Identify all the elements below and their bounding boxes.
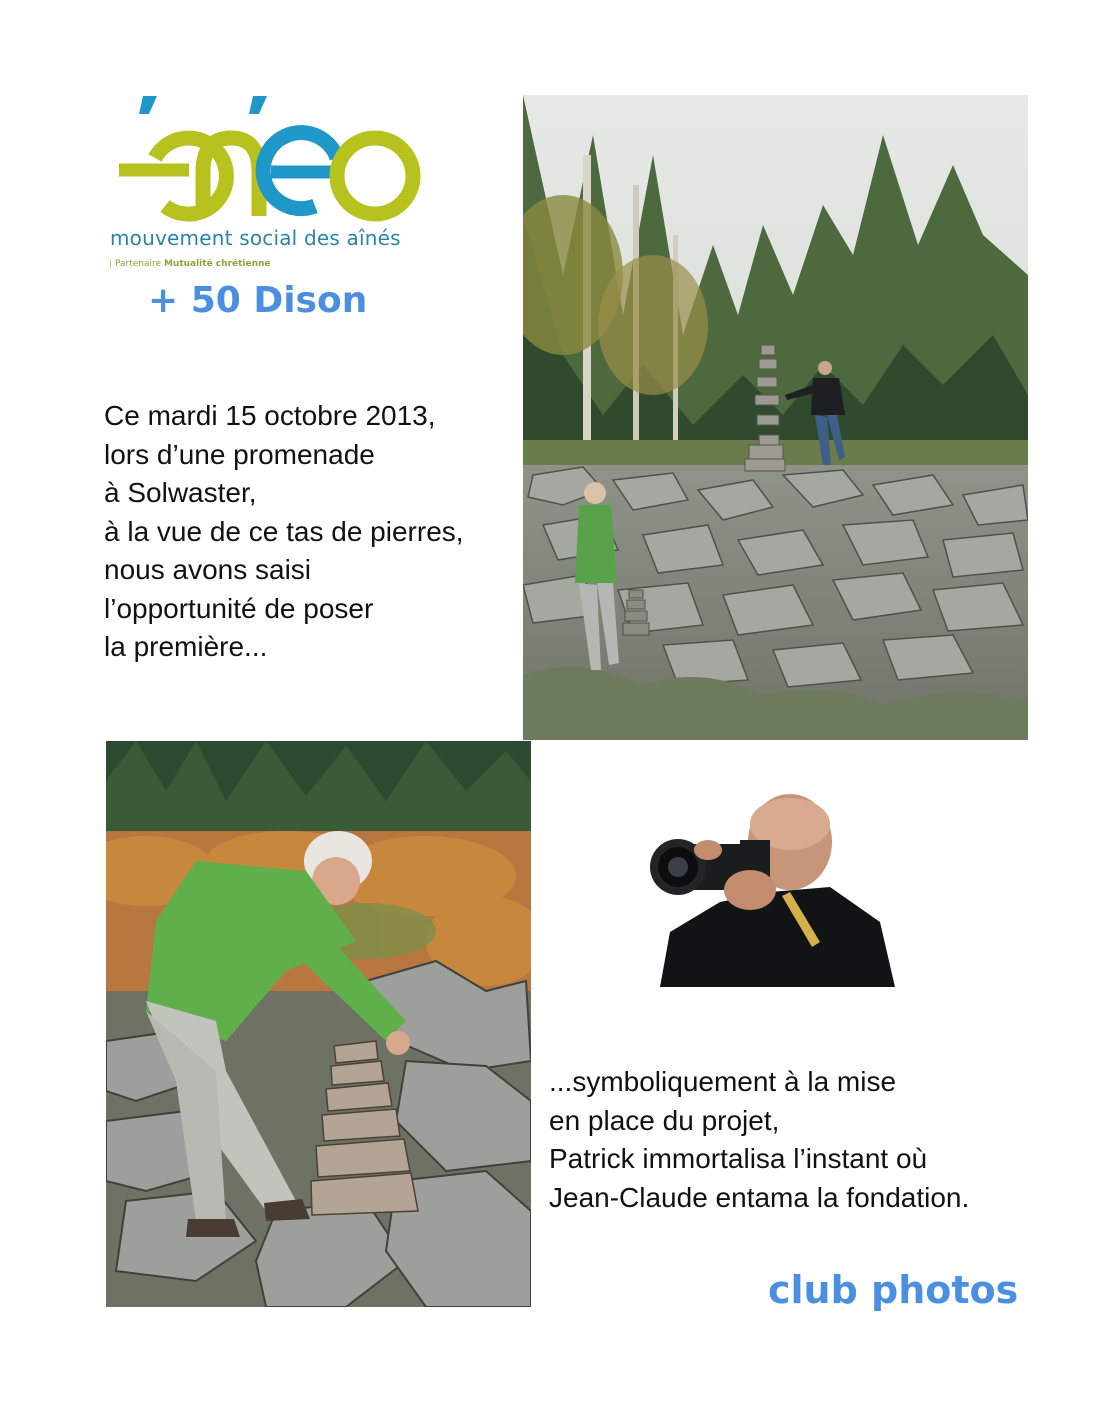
intro-line: nous avons saisi: [104, 554, 312, 585]
footer-club-photos: club photos: [768, 1268, 1019, 1312]
intro-line: Ce mardi 15 octobre 2013,: [104, 400, 436, 431]
intro-line: à la vue de ce tas de pierres,: [104, 515, 464, 547]
partner-prefix: Partenaire: [115, 259, 162, 269]
club-name: + 50 Dison: [148, 280, 368, 321]
outro-line: en place du projet,: [549, 1104, 780, 1136]
partner-name: Mutualité chrétienne: [163, 259, 271, 269]
outro-line: Patrick immortalisa l’instant où: [549, 1143, 928, 1174]
intro-line: l’opportunité de poser: [104, 592, 374, 624]
outro-text: [549, 1063, 969, 1217]
intro-line: à Solwaster,: [104, 477, 257, 508]
photo-photographer: [640, 792, 895, 987]
intro-line: la première...: [104, 631, 268, 662]
intro-line: lors d’une promenade: [104, 438, 375, 470]
intro-text: [104, 397, 464, 667]
logo-tagline: mouvement social des aînés: [110, 226, 401, 250]
photo-forest-cairn: [523, 95, 1028, 740]
outro-line: ...symboliquement à la mise: [549, 1066, 897, 1097]
outro-line: Jean-Claude entama la fondation.: [549, 1181, 970, 1213]
photo-stone-stacking: [106, 741, 531, 1307]
logo-partner-line: [110, 259, 271, 269]
